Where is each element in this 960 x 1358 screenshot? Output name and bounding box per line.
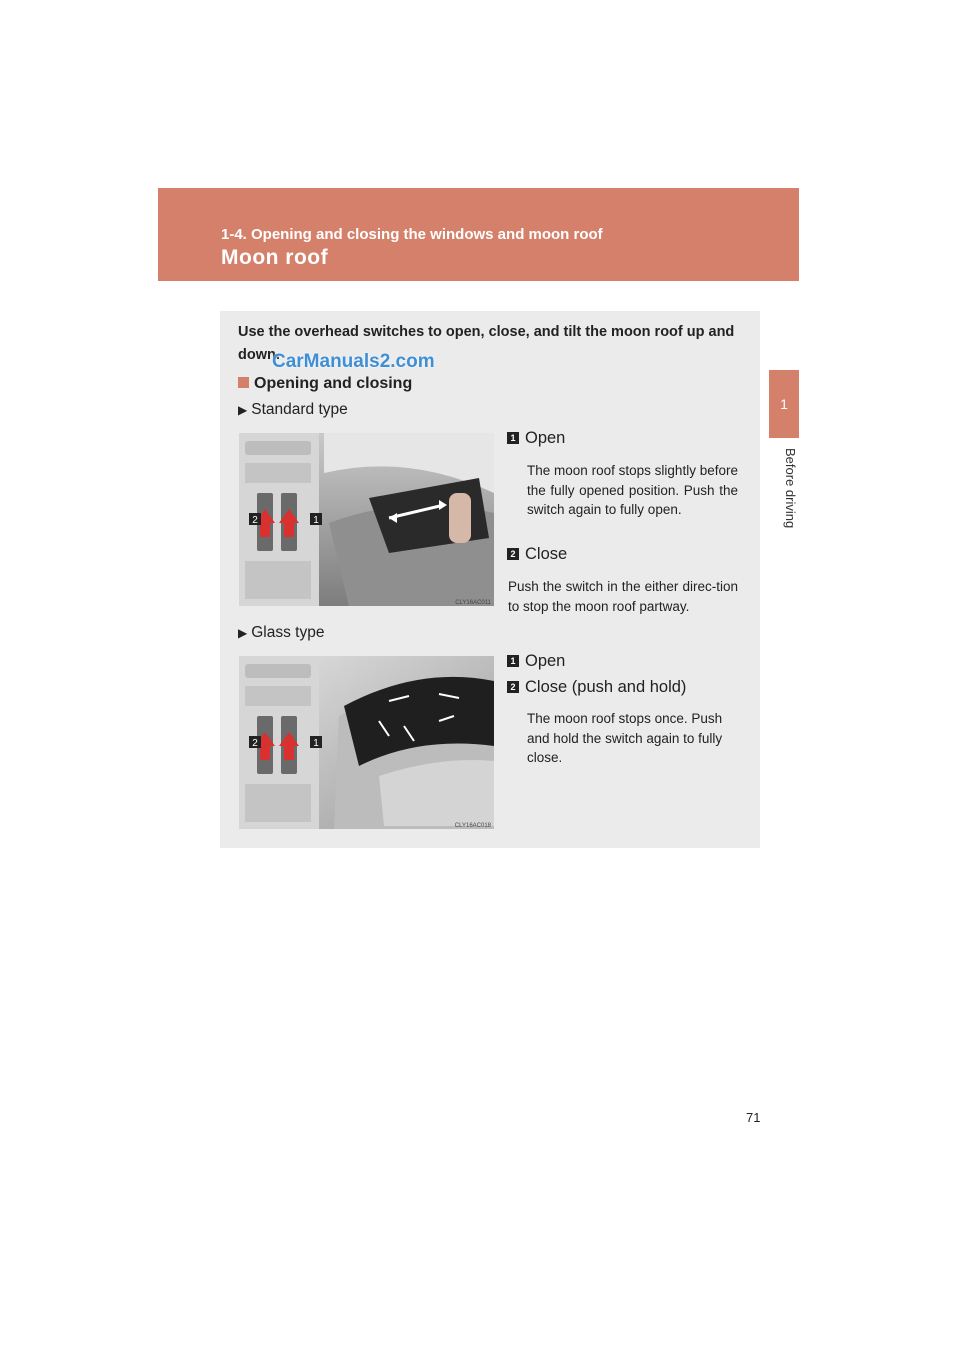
section-title: 1-4. Opening and closing the windows and moon roof	[221, 226, 603, 243]
triangle-bullet-icon: ▶	[238, 626, 248, 640]
number-2-icon: 2	[507, 681, 519, 693]
image-code: CLY16AC011	[455, 600, 491, 606]
glass-item-open: 1 Open	[507, 652, 565, 671]
triangle-bullet-icon: ▶	[238, 403, 248, 417]
glass-item-close: 2 Close (push and hold)	[507, 678, 686, 697]
svg-text:2: 2	[252, 738, 258, 749]
chapter-header	[158, 188, 799, 281]
standard-type-illustration	[239, 433, 494, 606]
number-1-icon: 1	[507, 655, 519, 667]
image-code: CLY16AC018	[454, 823, 491, 829]
watermark-link[interactable]: CarManuals2.com	[272, 351, 435, 372]
standard-open-desc: The moon roof stops slightly before the fully opened position. Push the switch again to fully open.	[527, 463, 738, 517]
standard-close-desc: Push the switch in the either direc-tion to stop the moon roof partway.	[508, 579, 738, 614]
glass-type-label: ▶ Glass type	[238, 624, 325, 641]
intro-text: Use the overhead switches to open, close, and tilt the moon roof up and down.	[238, 324, 735, 363]
standard-item-open: 1 Open	[507, 429, 565, 448]
square-bullet-icon	[238, 377, 249, 388]
glass-close-desc: The moon roof stops once. Push and hold the switch again to fully close.	[527, 711, 723, 765]
page-title: Moon roof	[221, 246, 329, 269]
page-number: 71	[746, 1110, 761, 1125]
chapter-tab[interactable]: 1	[769, 370, 799, 438]
chapter-label: Before driving	[783, 448, 798, 529]
svg-text:1: 1	[313, 515, 319, 526]
glass-type-illustration	[239, 656, 494, 829]
content-panel	[220, 311, 760, 848]
number-1-icon: 1	[507, 432, 519, 444]
standard-item-close: 2 Close	[507, 545, 567, 564]
svg-text:1: 1	[313, 738, 319, 749]
svg-text:2: 2	[252, 515, 258, 526]
standard-type-label: ▶ Standard type	[238, 401, 348, 418]
subsection-heading: Opening and closing	[238, 375, 412, 393]
number-2-icon: 2	[507, 548, 519, 560]
